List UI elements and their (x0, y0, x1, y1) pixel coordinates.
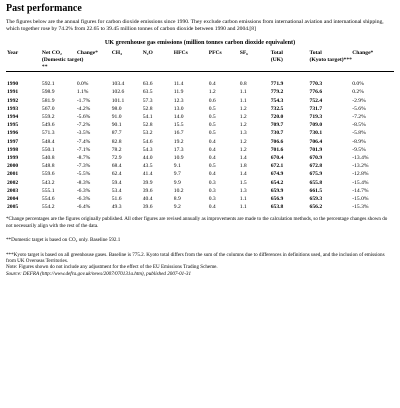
table-cell: 672.1 (270, 163, 284, 170)
table-cell: 0.5 (208, 114, 216, 120)
table-cell: 771.9 (270, 81, 284, 88)
table-cell: 49.3 (111, 204, 122, 211)
table-cell: 10.9 (173, 155, 184, 162)
intro-paragraph: The figures below are the annual figures for carbon dioxide emissions since 1990. They exclude carbon emissions from international aviation and international shipping, which together rose by 74.2% from 22.65 to 39.45 million tonnes of carbon dioxide between 1990 and 2004.[8] (6, 19, 384, 32)
table-cell: 730.1 (309, 130, 323, 137)
table-cell: 68.4 (111, 163, 122, 170)
table-cell: 0.8 (239, 81, 247, 88)
table-cell: 54.3 (142, 146, 153, 153)
table-cell: -5.5% (76, 171, 91, 178)
table-row (6, 105, 394, 113)
table-cell: 43.5 (142, 163, 153, 170)
emissions-table (6, 50, 394, 211)
table-row (6, 97, 394, 105)
table-cell: 0.6 (208, 97, 216, 104)
table-cell: -5.6% (352, 105, 366, 112)
table-cell: 1.3 (239, 130, 247, 137)
table-cell: -15.4% (352, 179, 369, 186)
table-cell: -2.9% (352, 97, 366, 104)
table-cell: 706.4 (309, 138, 323, 145)
table-cell: 548.4 (41, 138, 55, 145)
table-cell: 659.9 (270, 187, 284, 194)
col-net-co2: Net CO₂ (41, 50, 62, 56)
table-cell: 1.1 (239, 97, 247, 104)
table-cell: 752.4 (309, 97, 323, 104)
table-cell: 1992 (7, 97, 19, 104)
table-cell: 0.4 (208, 171, 216, 178)
table-cell: 87.7 (111, 130, 122, 137)
table-cell: -7.2% (76, 122, 91, 129)
table-cell: 53.2 (142, 130, 153, 137)
footnote-change: *Change percentages are the figures originally published. All other figures are revised annually as improvements are made to the calculation methods, so the percentage changes shown do not necessarily align with the rest of the data. (6, 216, 388, 229)
table-cell: 63.6 (142, 81, 153, 88)
table-cell: 1991 (7, 89, 19, 96)
table-cell: 1.4 (239, 155, 247, 162)
table-cell: 0.3 (208, 187, 216, 194)
table-cell: 39.6 (142, 187, 153, 194)
col-pfcs: PFCs (208, 50, 222, 56)
table-cell: 0.0% (76, 81, 89, 88)
footnote-note: Note: Figures shown do not include any adjustment for the effect of the EU Emissions Trading Scheme. (6, 264, 218, 271)
table-cell: 2001 (7, 171, 19, 178)
table-cell: 779.2 (270, 89, 284, 96)
table-cell: 1.2 (239, 114, 247, 120)
subheader-domestic-stars: ** (41, 64, 48, 70)
table-cell: 102.6 (111, 89, 125, 96)
table-cell: 571.3 (41, 130, 55, 137)
subheader-uk: (UK) (270, 57, 283, 63)
table-cell: -4.2% (76, 105, 91, 112)
section-heading: Past performance (6, 3, 82, 14)
table-cell: 592.1 (41, 81, 55, 88)
table-cell: 0.2% (352, 89, 364, 96)
table-cell: 16.7 (173, 130, 184, 137)
table-cell: 2000 (7, 163, 19, 170)
table-cell: 1.2 (239, 146, 247, 153)
table-cell: 0.0% (352, 81, 364, 88)
table-cell: 674.9 (270, 171, 284, 178)
table-cell: 2003 (7, 187, 19, 194)
table-cell: 62.4 (111, 171, 122, 178)
table-cell: 53.4 (111, 187, 122, 194)
table-row (6, 179, 394, 187)
table-cell: 567.0 (41, 105, 55, 112)
table-cell: 770.3 (309, 81, 323, 88)
subheader-domestic-target: (Domestic target) (41, 57, 84, 63)
table-cell: -8.9% (352, 138, 366, 145)
table-cell: 11.4 (173, 81, 184, 88)
table-row (6, 113, 394, 121)
table-cell: 1999 (7, 155, 19, 162)
table-cell: 1994 (7, 114, 19, 120)
col-n2o: N₂O (142, 50, 153, 56)
table-cell: 59.4 (111, 179, 122, 186)
table-cell: 554.6 (41, 196, 55, 203)
table-cell: 72.9 (111, 155, 122, 162)
header-separator (6, 72, 394, 81)
table-cell: -1.7% (76, 97, 91, 104)
col-year: Year (7, 50, 19, 56)
table-cell: 57.3 (142, 97, 153, 104)
table-cell: -8.7% (76, 155, 91, 162)
table-cell: 0.4 (208, 81, 216, 88)
table-cell: 11.9 (173, 89, 184, 96)
table-cell: 0.3 (208, 196, 216, 203)
table-cell: 540.8 (41, 155, 55, 162)
table-cell: 0.5 (208, 130, 216, 137)
table-cell: 82.8 (111, 138, 122, 145)
table-cell: 701.9 (309, 146, 323, 153)
table-cell: 52.8 (142, 122, 153, 129)
table-cell: 581.9 (41, 97, 55, 104)
table-cell: 731.7 (309, 105, 323, 112)
table-cell: 548.8 (41, 163, 55, 170)
table-cell: 709.0 (309, 122, 323, 129)
table-row (6, 162, 394, 170)
table-cell: 656.9 (270, 196, 284, 203)
table-row (6, 146, 394, 154)
table-cell: 1996 (7, 130, 19, 137)
table-body (6, 80, 394, 211)
table-cell: -7.3% (76, 163, 91, 170)
table-cell: 1.2 (239, 122, 247, 129)
table-cell: -7.1% (76, 146, 91, 153)
table-row (6, 80, 394, 88)
table-cell: 0.5 (208, 122, 216, 129)
table-cell: 98.0 (111, 105, 122, 112)
table-cell: 730.7 (270, 130, 284, 137)
table-title: UK greenhouse gas emissions (million tonnes carbon dioxide equivalent) (104, 39, 296, 46)
table-cell: 706.6 (270, 138, 284, 145)
table-row (6, 195, 394, 203)
table-cell: -12.8% (352, 171, 369, 178)
table-cell: 13.0 (173, 105, 184, 112)
col-total-kyoto: Total (309, 50, 322, 56)
col-sf6: SF₆ (239, 50, 248, 56)
table-cell: 17.3 (173, 146, 184, 153)
table-cell: 550.1 (41, 146, 55, 153)
table-cell: 1.3 (239, 187, 247, 194)
subheader-kyoto-target: (Kyoto target)*** (309, 57, 352, 63)
table-cell: 670.9 (309, 155, 323, 162)
col-total: Total (270, 50, 283, 56)
table-cell: 2005 (7, 204, 19, 211)
table-cell: 709.7 (270, 122, 284, 129)
table-cell: 12.3 (173, 97, 184, 104)
table-cell: 0.4 (208, 204, 216, 211)
header-row (6, 50, 394, 57)
footnotes (6, 216, 394, 277)
table-cell: 661.5 (309, 187, 323, 194)
table-cell: 1.4 (239, 171, 247, 178)
col-change-kyoto: Change* (352, 50, 374, 56)
table-cell: 656.2 (309, 204, 323, 211)
table-cell: 63.5 (142, 89, 153, 96)
table-cell: -6.3% (76, 187, 91, 194)
table-cell: 653.8 (270, 204, 284, 211)
table-cell: 44.0 (142, 155, 153, 162)
table-cell: 14.0 (173, 114, 184, 120)
table-cell: -6.3% (76, 196, 91, 203)
table-cell: 754.3 (270, 97, 284, 104)
table-cell: 654.2 (270, 179, 284, 186)
table-cell: 672.8 (309, 163, 323, 170)
table-cell: 1998 (7, 146, 19, 153)
table-cell: 15.5 (173, 122, 184, 129)
table-cell: 1.2 (208, 89, 216, 96)
table-cell: 0.4 (208, 146, 216, 153)
table-cell: -15.0% (352, 196, 369, 203)
table-row (6, 203, 394, 211)
table-row (6, 170, 394, 178)
table-cell: -7.2% (352, 114, 366, 120)
table-cell: 1990 (7, 81, 19, 88)
table-row (6, 138, 394, 146)
col-change: Change* (76, 50, 98, 56)
table-cell: 0.5 (208, 105, 216, 112)
table-cell: 1997 (7, 138, 19, 145)
footnote-kyoto: ***Kyoto target is based on all greenhouse gases. Baseline is 775.2. Kyoto total differs from the sum of the columns due to differences in definitions used, and the inclusion of emissions from UK Overseas Territories. (6, 251, 385, 265)
table-cell: 543.2 (41, 179, 55, 186)
table-cell: 0.4 (208, 155, 216, 162)
table-cell: 51.6 (111, 196, 122, 203)
table-cell: 1.1 (239, 89, 247, 96)
table-cell: 1993 (7, 105, 19, 112)
table-cell: 1.8 (239, 163, 247, 170)
table-cell: 103.4 (111, 81, 125, 88)
footnote-source: Source: DEFRA (http://www.defra.gov.uk/news/2007/070131a.htm), published 2007-01-31 (6, 270, 192, 277)
table-cell: 1.1 (239, 204, 247, 211)
table-cell: 2002 (7, 179, 19, 186)
table-cell: 559.2 (41, 114, 55, 120)
table-cell: -8.3% (76, 179, 91, 186)
table-row (6, 129, 394, 137)
table-cell: 2004 (7, 196, 19, 203)
subheader-stars-row (6, 64, 394, 72)
table-cell: 1.1 (239, 196, 247, 203)
table-cell: 52.8 (142, 105, 153, 112)
table-cell: 9.9 (173, 179, 181, 186)
table-cell: 554.2 (41, 204, 55, 211)
table-cell: 39.9 (142, 179, 153, 186)
table-cell: 54.1 (142, 114, 153, 120)
table-cell: 719.3 (309, 114, 323, 120)
table-cell: 655.8 (309, 179, 323, 186)
table-cell: 1.2 (239, 138, 247, 145)
table-cell: 0.5 (208, 163, 216, 170)
table-cell: 0.3 (208, 179, 216, 186)
table-cell: 701.6 (270, 146, 284, 153)
table-cell: 598.9 (41, 89, 55, 96)
table-cell: 8.9 (173, 196, 181, 203)
table-cell: -5.6% (76, 114, 91, 120)
table-cell: 78.2 (111, 146, 122, 153)
col-hfcs: HFCs (173, 50, 188, 56)
table-cell: -7.4% (76, 138, 91, 145)
table-cell: -9.5% (352, 146, 366, 153)
table-cell: -8.5% (352, 122, 366, 129)
table-cell: 91.0 (111, 114, 122, 120)
table-cell: 19.2 (173, 138, 184, 145)
table-cell: 720.0 (270, 114, 284, 120)
table-cell: 40.4 (142, 196, 153, 203)
table-cell: 101.1 (111, 97, 125, 104)
table-row (6, 154, 394, 162)
table-cell: -5.8% (352, 130, 366, 137)
table-row (6, 88, 394, 96)
table-cell: -13.2% (352, 163, 369, 170)
table-cell: 670.4 (270, 155, 284, 162)
col-ch4: CH₄ (111, 50, 122, 56)
table-cell: 732.5 (270, 105, 284, 112)
footnote-domestic: **Domestic target is based on CO₂ only. Baseline 592.1 (6, 237, 121, 244)
table-row (6, 187, 394, 195)
table-cell: 555.1 (41, 187, 55, 194)
subheader-row (6, 57, 394, 64)
table-cell: 675.9 (309, 171, 323, 178)
table-cell: 9.7 (173, 171, 181, 178)
table-cell: 90.1 (111, 122, 122, 129)
table-cell: -14.7% (352, 187, 369, 194)
table-cell: 776.6 (309, 89, 323, 96)
table-cell: -3.5% (76, 130, 91, 137)
table-cell: 1.5 (239, 179, 247, 186)
table-cell: 9.2 (173, 204, 181, 211)
table-cell: -13.4% (352, 155, 369, 162)
table-cell: 659.3 (309, 196, 323, 203)
table-cell: 9.1 (173, 163, 181, 170)
table-cell: 1.2 (239, 105, 247, 112)
table-cell: 54.6 (142, 138, 153, 145)
table-cell: -15.3% (352, 204, 369, 211)
table-cell: 41.4 (142, 171, 153, 178)
table-cell: 1995 (7, 122, 19, 129)
table-cell: 1.1% (76, 89, 89, 96)
table-cell: 549.6 (41, 122, 55, 129)
table-row (6, 121, 394, 129)
table-cell: 559.6 (41, 171, 55, 178)
table-cell: 10.2 (173, 187, 184, 194)
table-cell: 39.6 (142, 204, 153, 211)
table-cell: -6.4% (76, 204, 91, 211)
table-cell: 0.4 (208, 138, 216, 145)
